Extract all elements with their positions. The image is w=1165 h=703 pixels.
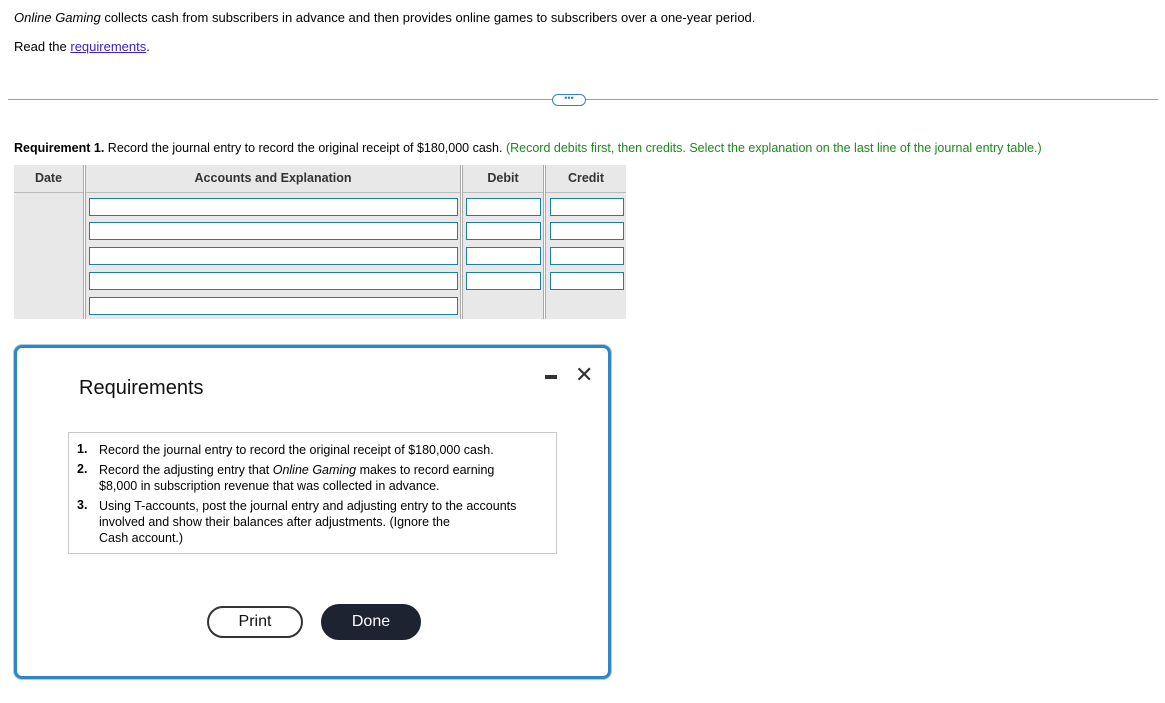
company-name: Online Gaming <box>272 463 357 477</box>
read-suffix: . <box>146 39 150 54</box>
credit-input-1[interactable] <box>550 198 624 216</box>
close-icon[interactable]: ✕ <box>575 362 594 387</box>
journal-entry-table <box>14 165 626 319</box>
requirement-1-instruction <box>14 141 1042 155</box>
item-text: Record the journal entry to record the original receipt of $180,000 cash. <box>99 443 494 457</box>
item-text: $8,000 in subscription revenue that was collected in advance. <box>99 479 440 493</box>
item-text: Record the adjusting entry that <box>99 463 273 477</box>
account-input-2[interactable] <box>89 222 458 240</box>
account-input-3[interactable] <box>89 247 458 265</box>
account-input-4[interactable] <box>89 272 458 290</box>
item-text: Using T-accounts, post the journal entry and adjusting entry to the accounts <box>99 499 517 513</box>
minimize-icon[interactable] <box>545 375 557 379</box>
header-debit: Debit <box>487 171 519 185</box>
print-button[interactable]: Print <box>207 606 303 638</box>
requirements-dialog <box>14 345 611 679</box>
column-divider <box>460 165 463 319</box>
header-accounts: Accounts and Explanation <box>194 171 352 185</box>
intro-sentence: collects cash from subscribers in advance and then provides online games to subscribers over a one-year period. <box>100 10 756 25</box>
read-prefix: Read the <box>14 39 71 54</box>
credit-input-3[interactable] <box>550 247 624 265</box>
header-credit: Credit <box>567 171 605 185</box>
requirements-list <box>68 432 557 554</box>
item-text: makes to record earning <box>356 463 495 477</box>
column-divider <box>83 165 86 319</box>
dialog-title: Requirements <box>79 377 204 399</box>
company-name: Online Gaming <box>14 10 101 25</box>
account-input-1[interactable] <box>89 198 458 216</box>
done-button[interactable]: Done <box>321 604 421 640</box>
column-divider <box>543 165 546 319</box>
item-number: 2. <box>77 462 88 476</box>
requirements-link[interactable]: requirements <box>70 39 147 54</box>
debit-input-1[interactable] <box>466 198 541 216</box>
requirement-1-label: Requirement 1. <box>14 141 105 155</box>
header-date: Date <box>34 171 63 185</box>
expand-button[interactable]: ••• <box>552 94 586 106</box>
item-number: 3. <box>77 498 88 512</box>
requirement-1-hint: (Record debits first, then credits. Select the explanation on the last line of the journal entry table.) <box>505 141 1042 155</box>
requirement-1-text: Record the journal entry to record the original receipt of $180,000 cash. <box>104 141 506 155</box>
read-requirements <box>14 39 150 54</box>
item-number: 1. <box>77 442 88 456</box>
debit-input-3[interactable] <box>466 247 541 265</box>
table-header <box>14 165 626 193</box>
item-text: Cash account.) <box>99 531 184 545</box>
intro-text <box>14 10 755 25</box>
debit-input-4[interactable] <box>466 272 541 290</box>
credit-input-2[interactable] <box>550 222 624 240</box>
item-text: involved and show their balances after adjustments. (Ignore the <box>99 515 450 529</box>
date-column <box>14 193 83 319</box>
credit-input-4[interactable] <box>550 272 624 290</box>
explanation-input[interactable] <box>89 297 458 315</box>
debit-input-2[interactable] <box>466 222 541 240</box>
